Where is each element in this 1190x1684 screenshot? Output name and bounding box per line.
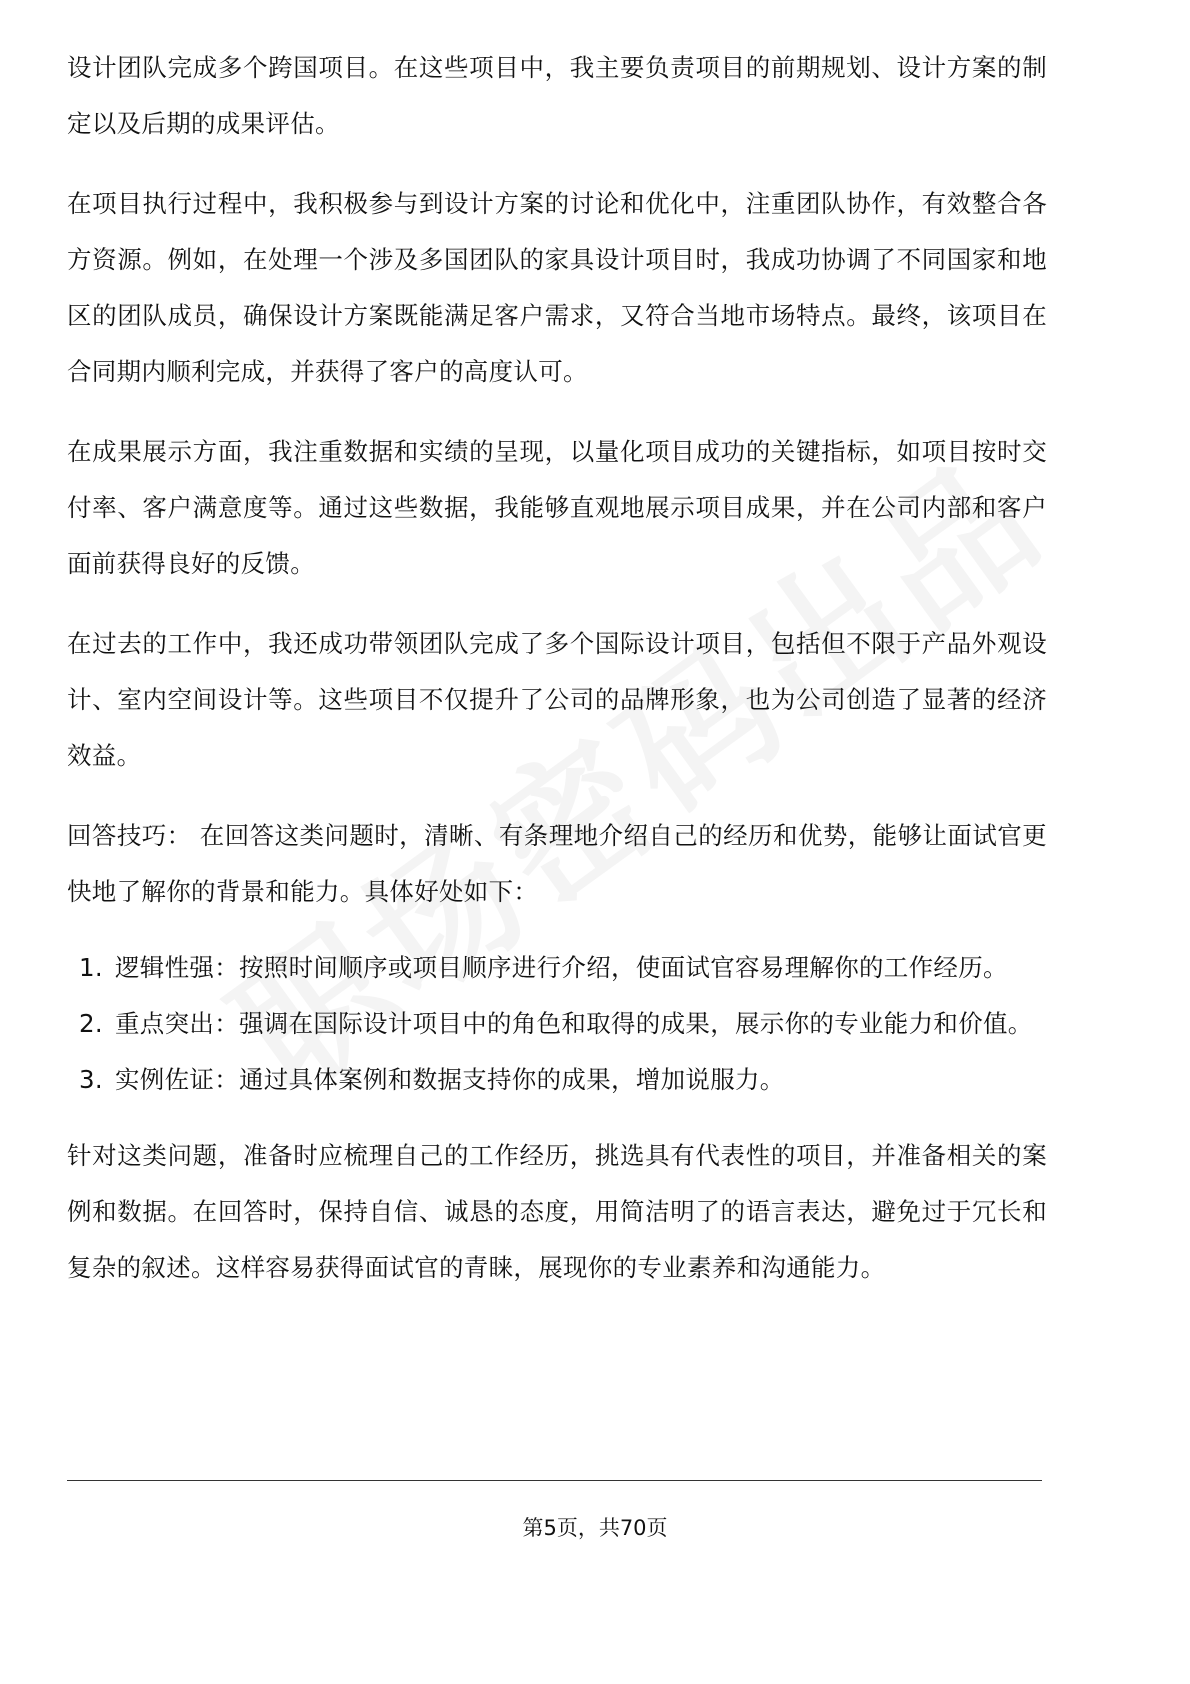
- list-item: [67, 996, 1047, 1052]
- page-number: 第5页，共70页: [522, 1516, 668, 1540]
- answer-tip: 回答技巧： 在回答这类问题时，清晰、有条理地介绍自己的经历和优势，能够让面试官更快地了解你的背景和能力。具体好处如下：: [67, 821, 1047, 906]
- list-number: 1.: [79, 953, 103, 982]
- paragraph-4: 在过去的工作中，我还成功带领团队完成了多个国际设计项目，包括但不限于产品外观设计、室内空间设计等。这些项目不仅提升了公司的品牌形象，也为公司创造了显著的经济效益。: [67, 629, 1047, 770]
- paragraph-1: 设计团队完成多个跨国项目。在这些项目中，我主要负责项目的前期规划、设计方案的制定以及后期的成果评估。: [67, 53, 1047, 138]
- list-text: 重点突出：强调在国际设计项目中的角色和取得的成果，展示你的专业能力和价值。: [115, 1009, 1033, 1038]
- list-item: [67, 940, 1047, 996]
- paragraph-3: 在成果展示方面，我注重数据和实绩的呈现，以量化项目成功的关键指标，如项目按时交付率、客户满意度等。通过这些数据，我能够直观地展示项目成果，并在公司内部和客户面前获得良好的反馈。: [67, 437, 1047, 578]
- list-item: [67, 1052, 1047, 1108]
- list-text: 逻辑性强：按照时间顺序或项目顺序进行介绍，使面试官容易理解你的工作经历。: [115, 953, 1008, 982]
- list-number: 2.: [79, 1009, 103, 1038]
- closing-paragraph: 针对这类问题，准备时应梳理自己的工作经历，挑选具有代表性的项目，并准备相关的案例和数据。在回答时，保持自信、诚恳的态度，用简洁明了的语言表达，避免过于冗长和复杂的叙述。这样容易获得面试官的青睐，展现你的专业素养和沟通能力。: [67, 1141, 1047, 1282]
- paragraph-2: 在项目执行过程中，我积极参与到设计方案的讨论和优化中，注重团队协作，有效整合各方资源。例如，在处理一个涉及多国团队的家具设计项目时，我成功协调了不同国家和地区的团队成员，确保设计方案既能满足客户需求，又符合当地市场特点。最终，该项目在合同期内顺利完成，并获得了客户的高度认可。: [67, 189, 1047, 386]
- list-text: 实例佐证：通过具体案例和数据支持你的成果，增加说服力。: [115, 1065, 785, 1094]
- document-body: [67, 40, 1047, 1320]
- list-number: 3.: [79, 1065, 103, 1094]
- footer-divider: [67, 1480, 1042, 1481]
- benefit-list: [67, 940, 1047, 1108]
